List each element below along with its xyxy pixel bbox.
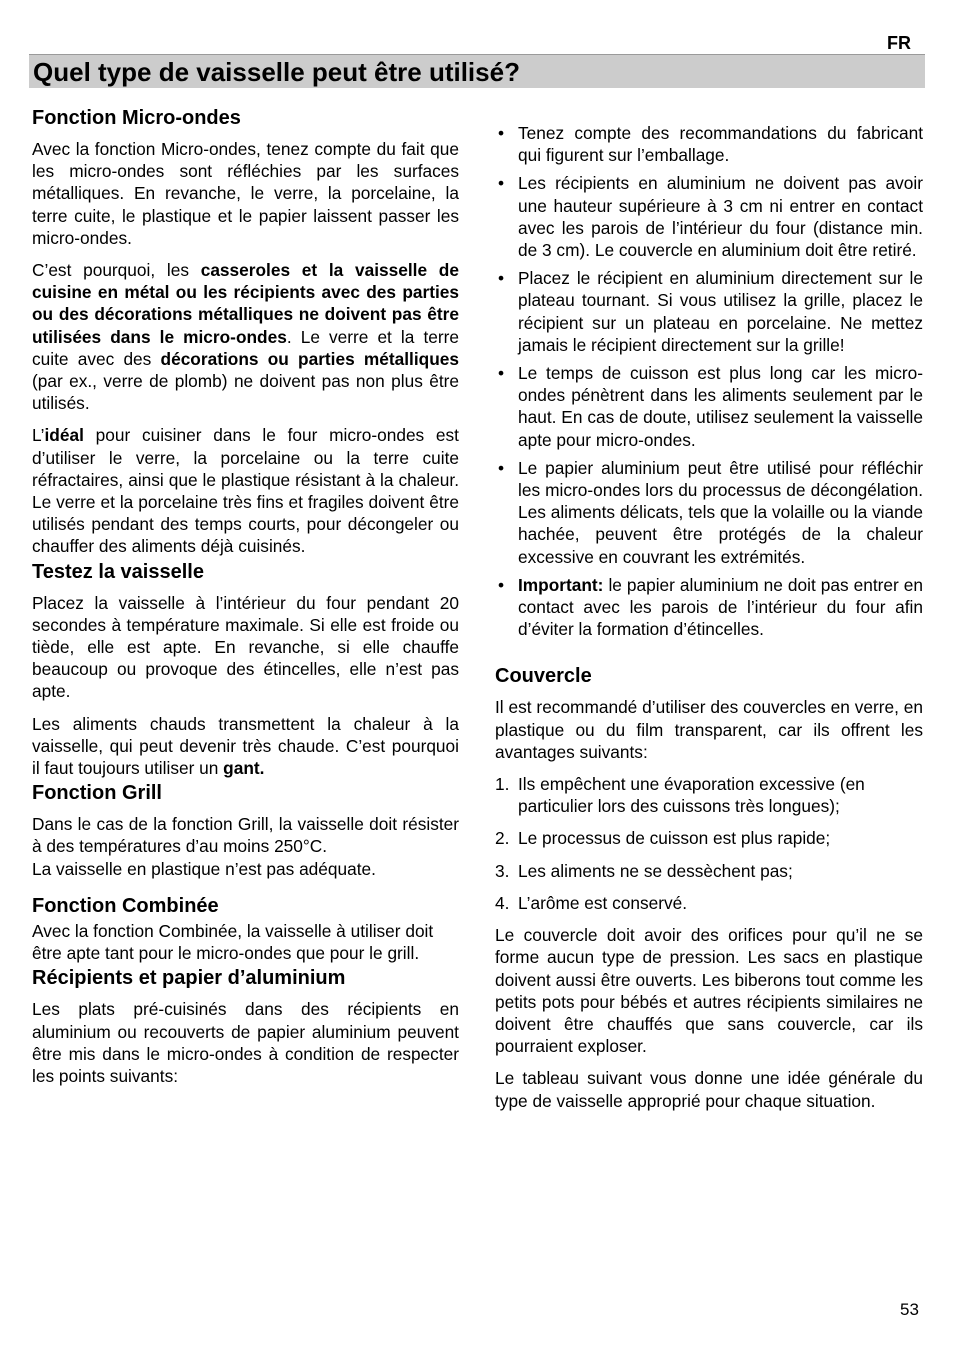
section-heading-grill: Fonction Grill [32,782,162,805]
list-item [495,827,923,849]
paragraph-micro-1: Avec la fonction Micro-ondes, tenez compte du fait que les micro-ondes sont réfléchies par les surfaces métalliques. En revanche, le verre, la porcelaine, la terre cuite, le plastique et le papier laissent passer les micro-ondes. [32,139,459,248]
bullet-icon: • [498,457,505,478]
section-heading-combinee: Fonction Combinée [32,894,219,917]
bullet-icon: • [498,173,505,194]
bullet-icon: • [498,363,505,384]
list-number: 1. [495,774,510,795]
list-item [495,773,923,817]
section-heading-couvercle: Couvercle [495,665,592,688]
list-item [495,362,923,451]
paragraph-aluminium: Les plats pré-cuisinés dans des récipients en aluminium ou recouverts de papier aluminium peuvent être mis dans le micro-ondes à condition de respecter les points suivants: [32,999,459,1086]
bold-span: gant. [223,758,265,779]
paragraph-test-2 [32,713,459,780]
list-number: 2. [495,828,510,849]
paragraph-combinee: Avec la fonction Combinée, la vaisselle à utiliser doit être apte tant pour le micro-ondes que pour le grill. [32,920,434,964]
left-column [32,104,459,1087]
list-item [495,122,923,166]
paragraph-couvercle-intro: Il est recommandé d’utiliser des couvercles en verre, en plastique ou du film transparent, car ils offrent les avantages suivants: [495,697,923,762]
important-label: Important: [518,574,604,595]
list-item-text: L’arôme est conservé. [518,892,688,913]
paragraph-couvercle-2: Le couvercle doit avoir des orifices pour qu’il ne se forme aucun type de pression. Les sacs en plastique doivent aussi être ouverts. Les biberons tout comme les petits pots pour bébés et autres récipients similaires ne doivent être chauffés que sans couvercle, car ils pourraient exploser. [495,925,923,1057]
right-column [495,122,923,1112]
paragraph-micro-2 [32,259,459,414]
text-span: (par ex., verre de plomb) ne doivent pas non plus être utilisés. [32,371,459,414]
list-item-text: Le processus de cuisson est plus rapide; [518,828,831,849]
list-number: 3. [495,860,510,881]
bullet-icon: • [498,123,505,143]
page-number: 53 [900,1300,919,1319]
aluminium-rules-list [495,122,923,640]
paragraph-grill-2: La vaisselle en plastique n’est pas adéquate. [32,858,376,879]
text-span: Les aliments chauds transmettent la chaleur à la vaisselle, qui peut devenir très chaude. C’est pourquoi il faut toujours utiliser un [32,713,459,779]
list-item-text: Tenez compte des recommandations du fabricant qui figurent sur l’emballage. [518,123,923,166]
list-item-text: le papier aluminium ne doit pas entrer en contact avec les parois de l’intérieur du four afin d’éviter la formation d’étincelles. [518,574,923,640]
paragraph-grill-1: Dans le cas de la fonction Grill, la vaisselle doit résister à des températures d’au moins 250°C. [32,814,459,857]
list-item-text: Les récipients en aluminium ne doivent pas avoir une hauteur supérieure à 3 cm ni entrer en contact avec les parois de l’intérieur du four (distance min. de 3 cm). Le couvercle en aluminium doit être retiré. [518,173,923,261]
bullet-icon: • [498,574,505,595]
list-item [495,172,923,261]
list-item-important [495,574,923,641]
section-heading-testez: Testez la vaisselle [32,560,204,583]
paragraph-test-1: Placez la vaisselle à l’intérieur du four pendant 20 secondes à température maximale. Si elle est froide ou tiède, elle est apte. En revanche, si elle chauffe beaucoup ou provoque des étincelles, elle n’est pas apte. [32,592,459,702]
language-code: FR [887,33,911,53]
text-span: . Le verre et la terre cuite avec des [32,326,459,369]
list-item-text: Ils empêchent une évaporation excessive (en particulier lors des cuissons très longues); [518,774,865,817]
advantages-list [495,773,923,914]
list-item-text: Le papier aluminium peut être utilisé pour réfléchir les micro-ondes lors du processus de décongélation. Les aliments délicats, tels que la volaille ou la viande hachée, peuvent être protégés de la chaleur excessive en couvrant les extrémités. [518,457,923,567]
section-heading-aluminium: Récipients et papier d’aluminium [32,967,346,990]
paragraph-micro-3 [32,424,459,557]
bold-span: idéal [44,425,84,446]
text-span: pour cuisiner dans le four micro-ondes est d’utiliser le verre, la porcelaine ou la terre cuite réfractaires, ainsi que le plastique résistant à la chaleur. Le verre et la porcelaine très fins et fragiles doivent être utilisés pendant des temps courts, pour décongeler ou chauffer des aliments déjà cuisinés. [32,425,459,557]
list-item-text: Les aliments ne se dessèchent pas; [518,860,793,881]
page-title: Quel type de vaisselle peut être utilisé? [33,57,520,87]
list-item [495,457,923,568]
list-number: 4. [495,892,510,913]
text-span: C’est pourquoi, les [32,260,201,281]
paragraph-couvercle-3: Le tableau suivant vous donne une idée générale du type de vaisselle approprié pour chaque situation. [495,1068,923,1111]
bold-span: casseroles et la vaisselle de cuisine en métal ou les récipients avec des parties ou des décorations métalliques ne doivent pas être utilisées dans le micro-ondes [32,260,459,347]
list-item [495,860,923,882]
bold-span: décorations ou parties métalliques [160,348,459,369]
section-heading-micro-ondes: Fonction Micro-ondes [32,107,241,129]
list-item-text: Le temps de cuisson est plus long car les micro-ondes pénètrent dans les aliments seulement par le haut. En cas de doute, utilisez seulement la vaisselle apte pour micro-ondes. [518,363,923,450]
list-item [495,892,923,914]
title-bar [29,54,925,88]
bullet-icon: • [498,268,505,289]
list-item [495,267,923,356]
text-span: L’ [32,425,45,446]
list-item-text: Placez le récipient en aluminium directement sur le plateau tournant. Si vous utilisez la grille, placez le récipient sur un plateau en porcelaine. Ne mettez jamais le récipient directement sur la grille! [518,268,923,355]
